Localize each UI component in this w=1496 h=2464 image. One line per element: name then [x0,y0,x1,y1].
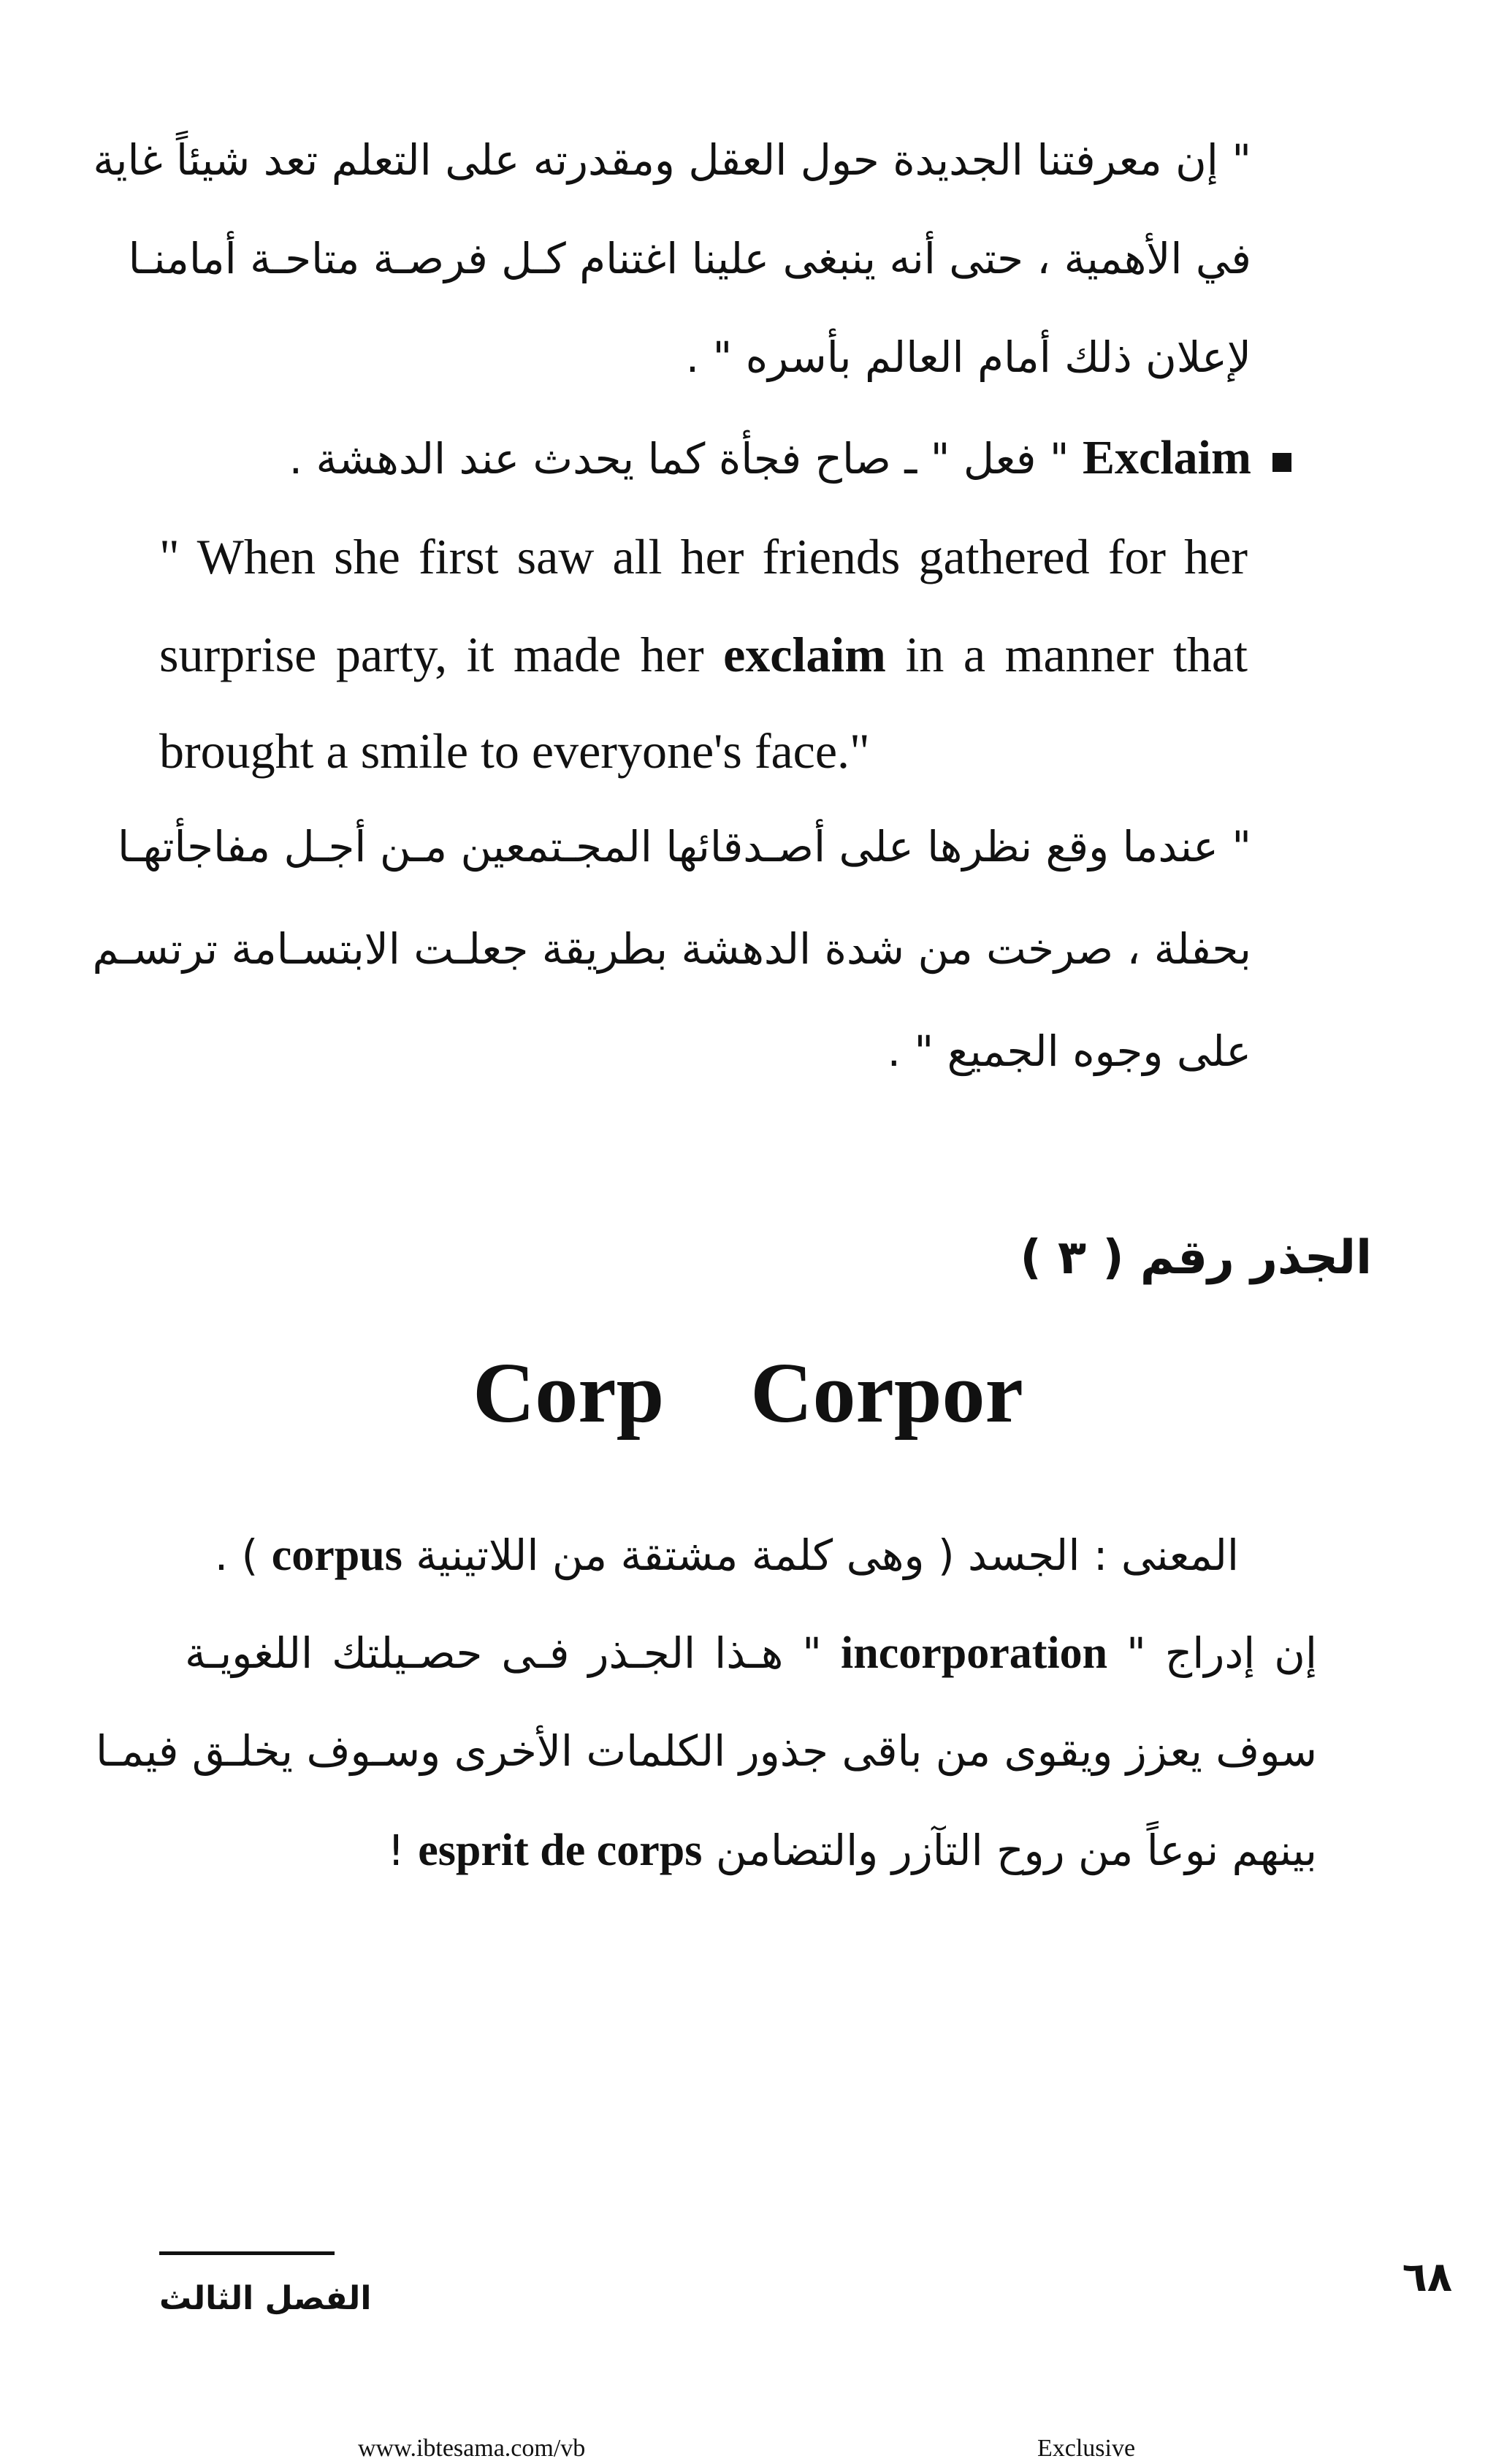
paragraph-term-esprit: esprit de corps [418,1826,703,1875]
example-ar-line-3: على وجوه الجميع " . [887,1026,1251,1076]
exclaim-word: Exclaim [1083,431,1251,484]
root-heading: الجذر رقم ( ٣ ) [1020,1231,1372,1285]
page-number: ٦٨ [1402,2254,1452,2301]
quote-ar-line-1: " إن معرفتنا الجديدة حول العقل ومقدرته على التعلم تعد شيئاً غاية [93,135,1251,185]
bullet-square-icon [1272,453,1291,472]
paragraph-term-incorporation: incorporation [840,1628,1108,1678]
meaning-text: المعنى : الجسد ( وهى كلمة مشتقة من اللاتينية [416,1530,1239,1580]
meaning-term: corpus [271,1530,402,1580]
paragraph-line-1 [185,1630,1317,1676]
paragraph-line-1-end: " هـذا الجـذر فـى حصـيلتك اللغويـة [185,1628,822,1678]
meaning-line [143,1530,1239,1580]
root-title: Corp Corpor [473,1345,1023,1441]
watermark-label: Exclusive [1037,2435,1136,2462]
example-en-line-3: brought a smile to everyone's face." [159,723,870,779]
example-en-line-2 [159,627,1248,682]
paragraph-line-3 [185,1828,1317,1873]
footer-chapter: الفصل الثالث [159,2280,372,2317]
watermark-site: www.ibtesama.com/vb [358,2435,586,2462]
example-en-line-2-end: in a manner that [905,627,1248,682]
quote-ar-line-2: في الأهمية ، حتى أنه ينبغى علينا اغتنام كـل فرصـة متاحـة أمامنـا [128,234,1251,283]
example-en-line-2-start: surprise party, it made her [159,627,704,682]
paragraph-line-2: سوف يعزز ويقوى من باقى جذور الكلمات الأخرى وسـوف يخلـق فيمـا [96,1726,1317,1776]
example-ar-line-2: بحفلة ، صرخت من شدة الدهشة بطريقة جعلـت الابتسـامة ترتسـم [92,924,1251,974]
paragraph-line-1-start: إن إدراج " [1126,1628,1318,1678]
paragraph-line-3-start: بينهم نوعاً من روح التآزر والتضامن [715,1826,1317,1875]
footer-rule [159,2251,335,2255]
paragraph-line-3-end: ! [387,1826,405,1875]
example-ar-line-1: " عندما وقع نظرها على أصـدقائها المجـتمعين مـن أجـل مفاجأتهـا [117,822,1251,871]
example-en-bold-word: exclaim [723,627,886,682]
exclaim-definition: " فعل " ـ صاح فجأة كما يحدث عند الدهشة . [289,434,1069,484]
quote-ar-line-3: لإعلان ذلك أمام العالم بأسره " . [685,332,1251,382]
example-en-line-1: " When she first saw all her friends gathered for her [159,529,1248,584]
exclaim-entry [289,431,1251,484]
meaning-close: ) . [214,1530,259,1580]
